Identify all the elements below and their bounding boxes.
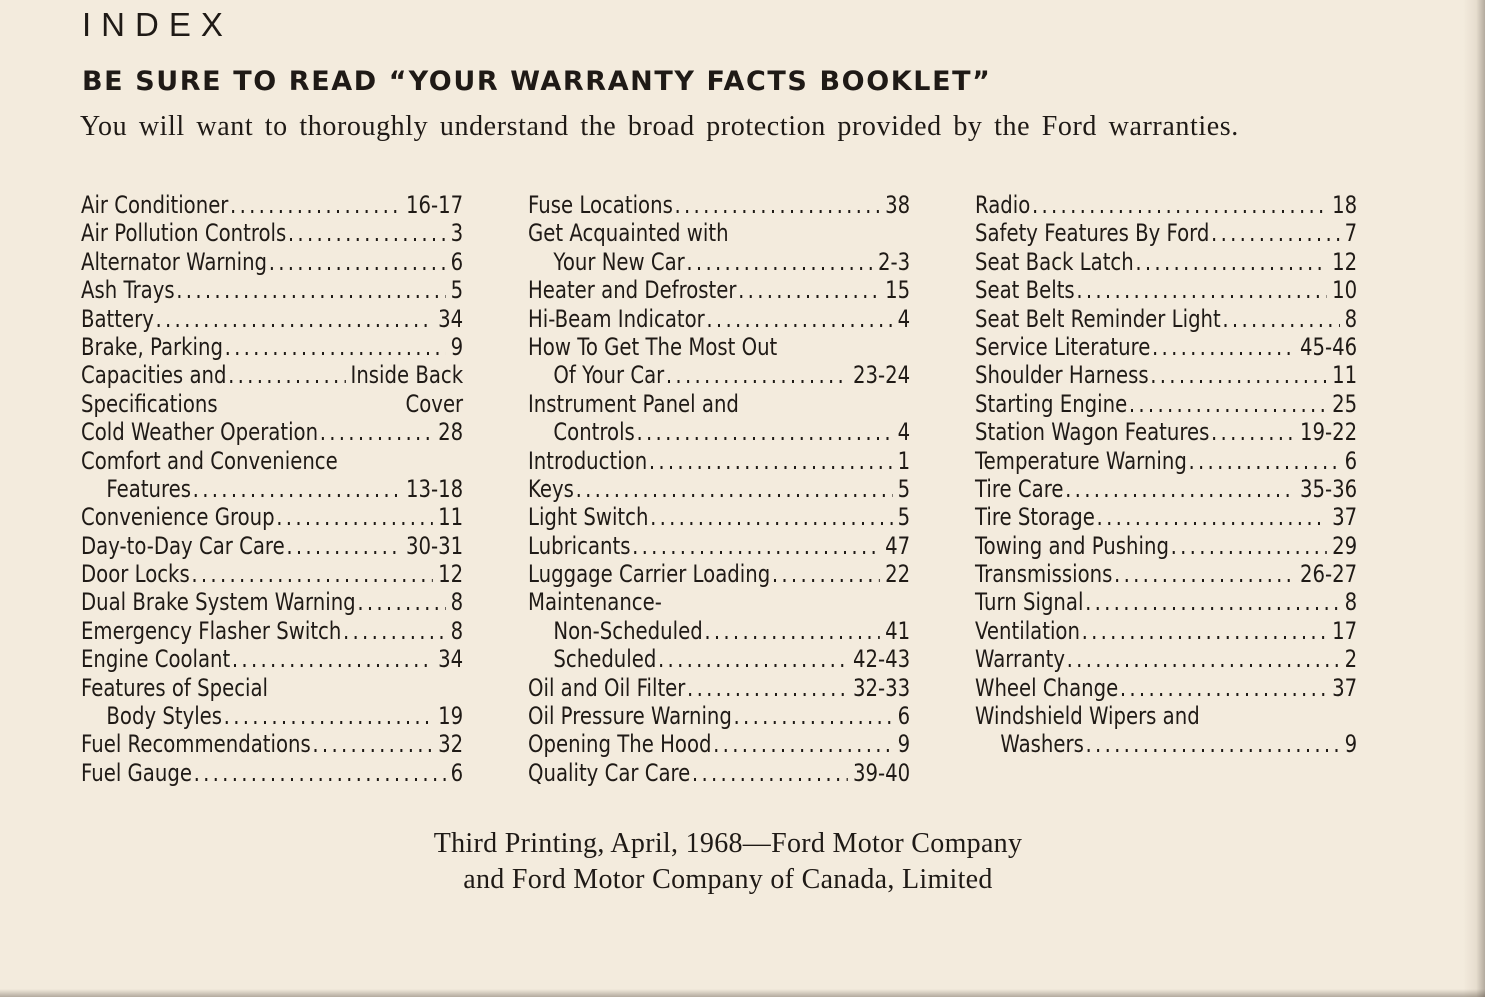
dot-leader (1086, 730, 1340, 758)
dot-leader (649, 447, 893, 475)
index-entry (528, 219, 910, 247)
dot-leader (230, 191, 401, 219)
dot-leader (225, 333, 446, 361)
dot-leader (1150, 361, 1327, 389)
index-entry-name: Air Conditioner (81, 191, 229, 219)
warranty-notice-body: You will want to thoroughly understand the broad protection provided by the Ford warranties. (80, 111, 1239, 142)
index-entry-page: 9 (450, 332, 464, 361)
index-entry-page: 45-46 (1299, 332, 1358, 361)
dot-leader (1082, 617, 1328, 645)
page-bottom-shadow (0, 989, 1485, 997)
index-entry-page: 4 (897, 418, 911, 447)
dot-leader (193, 475, 401, 503)
index-entry-page: 38 (885, 191, 911, 219)
index-entry-page: 37 (1332, 503, 1358, 532)
printing-note-line-2: and Ford Motor Company of Canada, Limited (463, 864, 993, 895)
index-entry-name: Fuel Gauge (81, 758, 192, 787)
index-entry (81, 674, 463, 702)
index-entry-name: Transmissions (975, 560, 1113, 589)
index-entry-page: 2-3 (877, 247, 911, 276)
index-entry-page: 19 (438, 702, 464, 731)
index-entry-page: 12 (438, 560, 464, 589)
index-entry (528, 418, 910, 446)
index-entry-page: 6 (1344, 446, 1358, 475)
index-entry-name: Fuse Locations (528, 191, 673, 219)
index-entry-name: Brake, Parking (81, 332, 223, 361)
index-entry (81, 390, 463, 418)
dot-leader (1120, 674, 1327, 702)
dot-leader (155, 305, 433, 333)
index-entry (528, 588, 910, 616)
dot-leader (1076, 276, 1327, 304)
index-entry-name: Tire Care (975, 474, 1064, 503)
index-entry (975, 418, 1357, 446)
dot-leader (343, 617, 446, 645)
dot-leader (276, 503, 433, 531)
index-entry (975, 390, 1357, 418)
index-entry-page: 39-40 (852, 758, 911, 787)
index-entry (528, 447, 910, 475)
index-entry (975, 305, 1357, 333)
index-entry-name: Day-to-Day Car Care (81, 531, 285, 560)
index-entry-name: Alternator Warning (81, 247, 268, 276)
index-entry (81, 560, 463, 588)
index-entry-page: 2 (1344, 645, 1358, 674)
index-entry-name: Washers (1000, 730, 1084, 759)
index-entry (528, 390, 910, 418)
index-entry-page: 6 (450, 247, 464, 276)
index-entry (81, 418, 463, 446)
index-entry-name: Seat Belt Reminder Light (975, 304, 1221, 333)
index-entry (81, 447, 463, 475)
index-entry-page: 4 (897, 304, 911, 333)
dot-leader (658, 645, 848, 673)
index-entry (81, 276, 463, 304)
index-entry-name: Towing and Pushing (975, 531, 1169, 560)
index-entry (528, 191, 910, 219)
index-entry-name: Door Locks (81, 560, 190, 589)
index-entry-page: 9 (897, 730, 911, 759)
index-entry (81, 702, 463, 730)
dot-leader (686, 248, 873, 276)
index-entry-page: 13-18 (405, 474, 464, 503)
dot-leader (176, 276, 445, 304)
index-entry-name: Temperature Warning (975, 446, 1187, 475)
index-entry (528, 276, 910, 304)
index-entry-page: 11 (1332, 361, 1358, 390)
index-entry (528, 645, 910, 673)
index-entry-name: Your New Car (553, 247, 685, 276)
index-entry (975, 447, 1357, 475)
index-entry-page: 5 (897, 503, 911, 532)
index-entry-page: 18 (1332, 191, 1358, 219)
dot-leader (1097, 503, 1328, 531)
index-entry-page: 34 (438, 304, 464, 333)
index-entry-name: Opening The Hood (528, 730, 712, 759)
index-entry (528, 361, 910, 389)
index-entry (528, 560, 910, 588)
index-entry-page: 15 (885, 276, 911, 305)
index-entry-page: 12 (1332, 247, 1358, 276)
dot-leader (1211, 219, 1340, 247)
index-entry (528, 702, 910, 730)
index-entry-name: Lubricants (528, 531, 631, 560)
index-entry (975, 617, 1357, 645)
index-entry-page: 5 (450, 276, 464, 305)
index-entry-name: Radio (975, 191, 1031, 219)
page-title: INDEX (82, 6, 233, 43)
index-entry (81, 532, 463, 560)
index-entry (81, 588, 463, 616)
dot-leader (687, 674, 848, 702)
index-entry-name: Heater and Defroster (528, 276, 737, 305)
dot-leader (713, 730, 893, 758)
index-entry-name: Windshield Wipers and (975, 702, 1200, 731)
index-entry (975, 532, 1357, 560)
index-entry-name: Battery (81, 304, 154, 333)
index-entry-name: Specifications (81, 389, 218, 418)
dot-leader (1067, 645, 1340, 673)
index-entry-name: Engine Coolant (81, 645, 231, 674)
index-entry (528, 730, 910, 758)
dot-leader (1085, 588, 1340, 616)
index-entry-page: 5 (897, 474, 911, 503)
dot-leader (1188, 447, 1339, 475)
dot-leader (576, 475, 893, 503)
index-entry-page: 19-22 (1299, 418, 1358, 447)
index-entry (81, 248, 463, 276)
dot-leader (650, 503, 893, 531)
index-entry-name: Turn Signal (975, 588, 1084, 617)
dot-leader (1211, 418, 1295, 446)
index-entry-name: Shoulder Harness (975, 361, 1149, 390)
index-entry-name: Light Switch (528, 503, 649, 532)
index-entry (528, 248, 910, 276)
index-entry-name: How To Get The Most Out (528, 332, 778, 361)
index-entry (975, 588, 1357, 616)
index-entry-name: Service Literature (975, 332, 1151, 361)
index-entry (81, 305, 463, 333)
index-entry-page: 28 (438, 418, 464, 447)
index-entry (528, 617, 910, 645)
index-entry-name: Body Styles (106, 702, 223, 731)
index-entry-page: 16-17 (405, 191, 464, 219)
index-column-1 (81, 191, 463, 787)
dot-leader (632, 532, 880, 560)
index-entry-page: 26-27 (1299, 560, 1358, 589)
index-entry-name: Ash Trays (81, 276, 175, 305)
index-entry-page: 29 (1332, 531, 1358, 560)
index-entry (81, 475, 463, 503)
index-entry-name: Keys (528, 474, 574, 503)
index-entry-page: 17 (1332, 616, 1358, 645)
dot-leader (692, 759, 848, 787)
dot-leader (734, 702, 893, 730)
dot-leader (224, 702, 433, 730)
index-entry (81, 361, 463, 389)
index-entry-name: Safety Features By Ford (975, 219, 1210, 248)
dot-leader (1065, 475, 1295, 503)
index-entry-page: 32 (438, 730, 464, 759)
index-entry-page: Cover (405, 389, 464, 418)
index-entry (81, 730, 463, 758)
index-entry-page: 32-33 (852, 673, 911, 702)
index-entry (975, 276, 1357, 304)
index-entry (528, 333, 910, 361)
index-entry-page: 47 (885, 531, 911, 560)
index-entry (975, 702, 1357, 730)
index-entry-page: 3 (450, 219, 464, 248)
index-entry-page: 41 (885, 616, 911, 645)
dot-leader (772, 560, 880, 588)
index-entry-name: Quality Car Care (528, 758, 691, 787)
dot-leader (1032, 191, 1327, 219)
index-entry-page: 11 (438, 503, 464, 532)
index-entry (81, 503, 463, 531)
index-entry (81, 219, 463, 247)
index-entry-page: Inside Back (350, 361, 464, 390)
dot-leader (228, 361, 345, 389)
index-entry-name: Seat Belts (975, 276, 1075, 305)
index-entry-name: Features (106, 474, 192, 503)
dot-leader (738, 276, 880, 304)
index-entry-name: Of Your Car (553, 361, 665, 390)
dot-leader (1129, 390, 1327, 418)
index-entry-name: Hi-Beam Indicator (528, 304, 705, 333)
index-entry-name: Seat Back Latch (975, 247, 1134, 276)
dot-leader (357, 588, 445, 616)
index-entry-name: Comfort and Convenience (81, 446, 338, 475)
index-entry-name: Non-Scheduled (553, 616, 703, 645)
index-entry (528, 759, 910, 787)
dot-leader (1135, 248, 1327, 276)
dot-leader (666, 361, 848, 389)
dot-leader (312, 730, 433, 758)
index-entry-name: Introduction (528, 446, 648, 475)
index-entry-name: Capacities and (81, 361, 227, 390)
page-edge-shadow (1463, 0, 1485, 997)
index-entry-name: Ventilation (975, 616, 1080, 645)
index-entry-name: Maintenance- (528, 588, 662, 617)
dot-leader (674, 191, 880, 219)
index-entry-name: Fuel Recommendations (81, 730, 311, 759)
dot-leader (269, 248, 446, 276)
index-entry-name: Air Pollution Controls (81, 219, 287, 248)
printing-note-line-1: Third Printing, April, 1968—Ford Motor Company (433, 828, 1023, 859)
index-entry-name: Emergency Flasher Switch (81, 616, 342, 645)
index-entry (81, 617, 463, 645)
index-entry-page: 8 (450, 588, 464, 617)
index-entry-page: 30-31 (405, 531, 464, 560)
dot-leader (191, 560, 433, 588)
dot-leader (320, 418, 433, 446)
index-entry (528, 674, 910, 702)
index-entry-page: 6 (450, 758, 464, 787)
index-entry (975, 730, 1357, 758)
index-entry-page: 23-24 (852, 361, 911, 390)
index-entry-name: Oil and Oil Filter (528, 673, 686, 702)
dot-leader (1222, 305, 1339, 333)
index-entry (975, 191, 1357, 219)
index-entry-page: 22 (885, 560, 911, 589)
index-entry-name: Wheel Change (975, 673, 1119, 702)
index-entry-name: Tire Storage (975, 503, 1095, 532)
dot-leader (704, 617, 880, 645)
index-column-2 (528, 191, 910, 787)
index-column-3 (975, 191, 1357, 759)
index-entry (975, 475, 1357, 503)
index-entry-name: Get Acquainted with (528, 219, 729, 248)
index-entry-page: 10 (1332, 276, 1358, 305)
index-entry (975, 560, 1357, 588)
index-entry (975, 361, 1357, 389)
index-entry-name: Station Wagon Features (975, 418, 1210, 447)
index-entry-name: Convenience Group (81, 503, 275, 532)
index-entry-page: 37 (1332, 673, 1358, 702)
index-entry (975, 503, 1357, 531)
index-entry-page: 42-43 (852, 645, 911, 674)
index-entry-page: 34 (438, 645, 464, 674)
index-entry-name: Warranty (975, 645, 1065, 674)
dot-leader (636, 418, 892, 446)
index-entry-name: Instrument Panel and (528, 389, 739, 418)
index-entry-name: Controls (553, 418, 635, 447)
warranty-notice-heading: BE SURE TO READ “YOUR WARRANTY FACTS BOOKLET” (82, 66, 992, 97)
index-entry (975, 674, 1357, 702)
index-entry (81, 333, 463, 361)
dot-leader (706, 305, 892, 333)
index-entry (528, 532, 910, 560)
index-entry-name: Scheduled (553, 645, 657, 674)
dot-leader (286, 532, 401, 560)
index-entry-page: 8 (450, 616, 464, 645)
dot-leader (1114, 560, 1295, 588)
dot-leader (194, 759, 446, 787)
index-entry-page: 25 (1332, 389, 1358, 418)
index-entry (975, 333, 1357, 361)
index-entry (81, 645, 463, 673)
index-entry (975, 645, 1357, 673)
index-entry-name: Features of Special (81, 673, 269, 702)
dot-leader (1171, 532, 1328, 560)
index-entry-name: Dual Brake System Warning (81, 588, 356, 617)
index-entry-page: 8 (1344, 304, 1358, 333)
printing-note (0, 826, 1456, 898)
dot-leader (1152, 333, 1295, 361)
index-entry-page: 1 (897, 446, 911, 475)
index-entry (528, 503, 910, 531)
index-entry (975, 248, 1357, 276)
index-entry-page: 9 (1344, 730, 1358, 759)
index-entry-page: 6 (897, 702, 911, 731)
index-entry-page: 35-36 (1299, 474, 1358, 503)
index-entry (81, 191, 463, 219)
dot-leader (288, 219, 446, 247)
index-entry (528, 475, 910, 503)
index-entry (81, 759, 463, 787)
index-entry (528, 305, 910, 333)
dot-leader (232, 645, 433, 673)
index-entry-page: 8 (1344, 588, 1358, 617)
index-entry-name: Luggage Carrier Loading (528, 560, 771, 589)
index-entry-name: Starting Engine (975, 389, 1128, 418)
index-entry-name: Cold Weather Operation (81, 418, 319, 447)
index-entry-name: Oil Pressure Warning (528, 702, 732, 731)
index-entry-page: 7 (1344, 219, 1358, 248)
index-entry (975, 219, 1357, 247)
